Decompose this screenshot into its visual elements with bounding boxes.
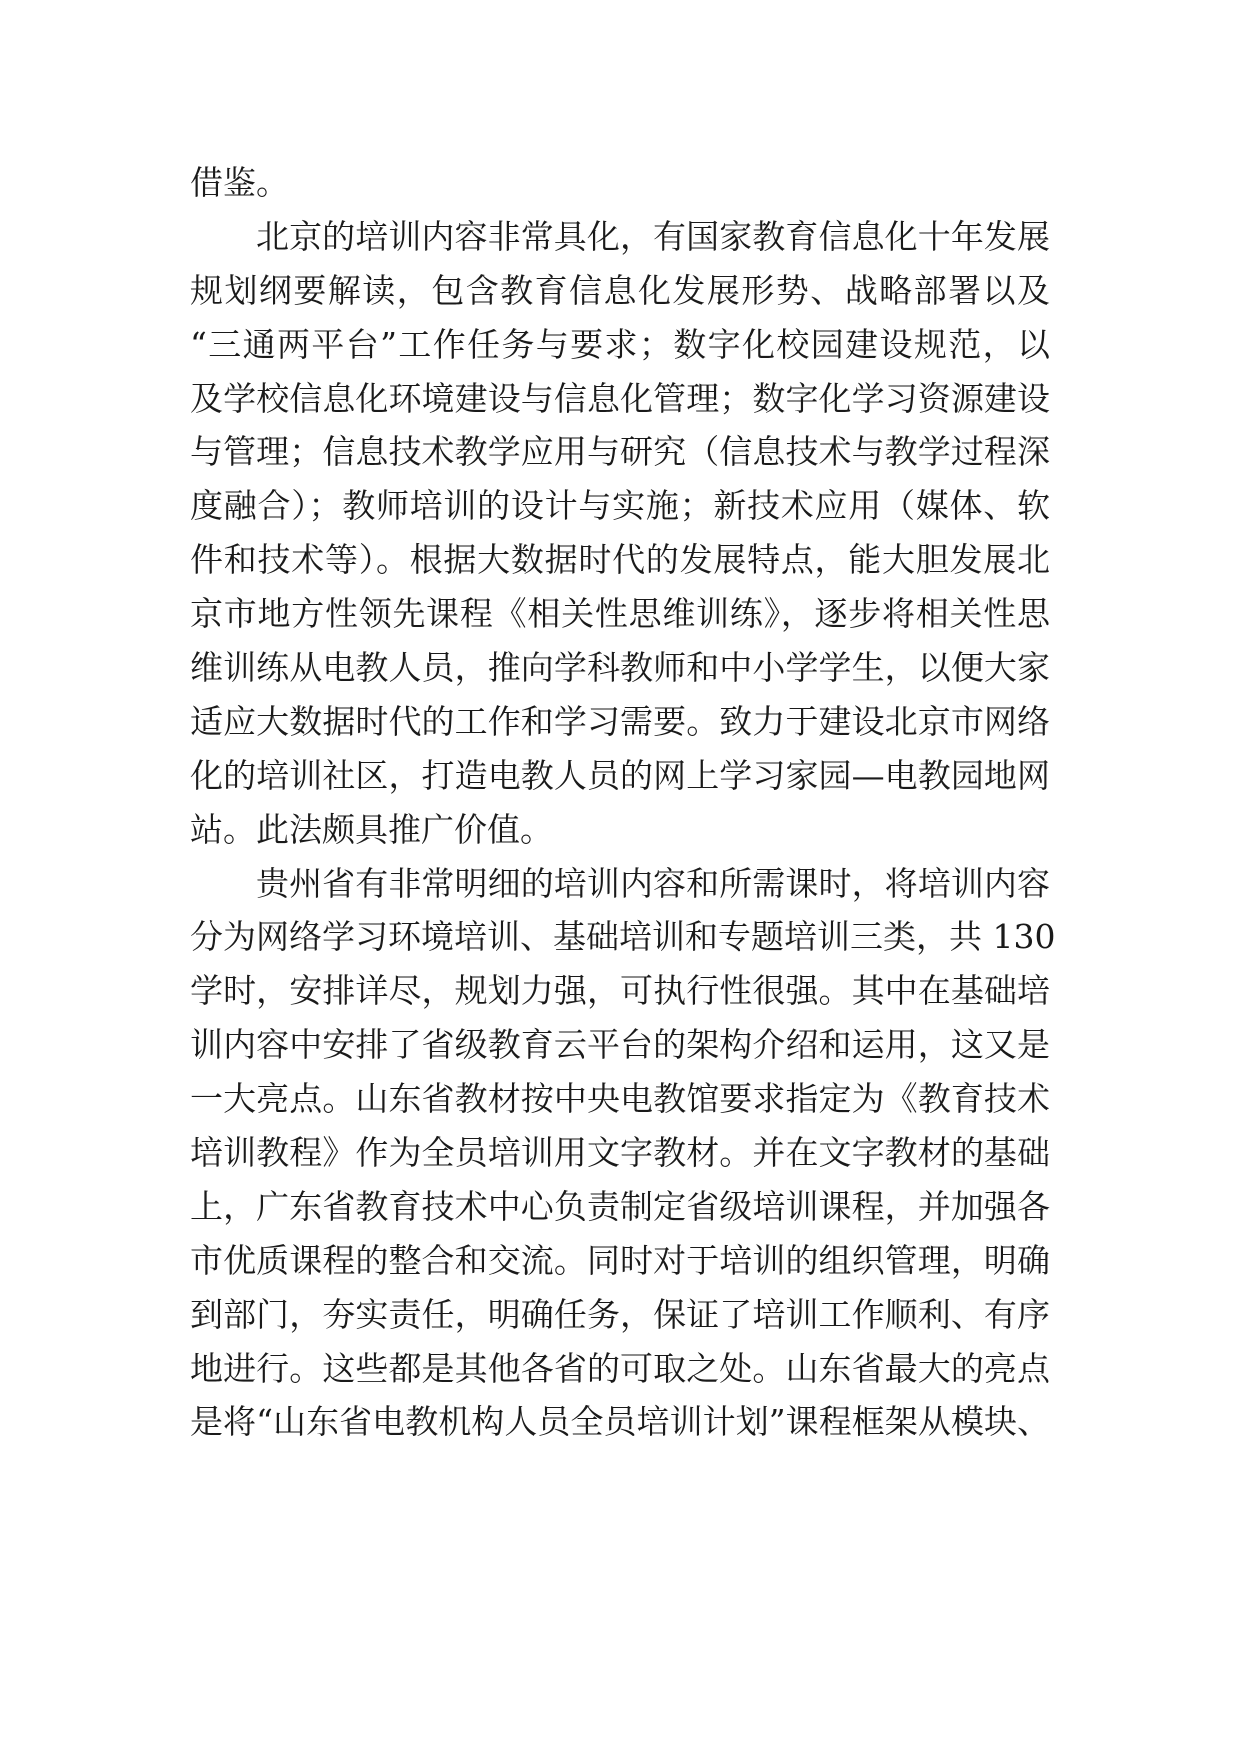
text-line: 学时，安排详尽，规划力强，可执行性很强。其中在基础培 — [190, 971, 1050, 1011]
text-line: 及学校信息化环境建设与信息化管理；数字化学习资源建设 — [190, 378, 1050, 418]
text-line: 站。此法颇具推广价值。 — [190, 809, 553, 849]
text-line: 维训练从电教人员，推向学科教师和中小学学生，以便大家 — [190, 648, 1050, 688]
text-line: “三通两平台”工作任务与要求；数字化校园建设规范，以 — [190, 324, 1050, 364]
text-line: 度融合）；教师培训的设计与实施；新技术应用（媒体、软 — [190, 486, 1050, 526]
text-line: 培训教程》作为全员培训用文字教材。并在文字教材的基础 — [190, 1133, 1050, 1173]
text-line: 市优质课程的整合和交流。同时对于培训的组织管理，明确 — [190, 1240, 1050, 1280]
text-line: 借鉴。 — [190, 163, 289, 202]
text-line: 是将“山东省电教机构人员全员培训计划”课程框架从模块、 — [190, 1402, 1050, 1442]
text-line: 京市地方性领先课程《相关性思维训练》，逐步将相关性思 — [190, 594, 1050, 634]
body-text — [190, 156, 1056, 1449]
text-line: 贵州省有非常明细的培训内容和所需课时，将培训内容 — [256, 863, 1050, 903]
text-line: 地进行。这些都是其他各省的可取之处。山东省最大的亮点 — [190, 1348, 1050, 1388]
text-line: 分为网络学习环境培训、基础培训和专题培训三类，共 130 — [190, 917, 1056, 957]
text-line: 化的培训社区，打造电教人员的网上学习家园—电教园地网 — [190, 755, 1050, 795]
text-line: 北京的培训内容非常具化，有国家教育信息化十年发展 — [256, 216, 1050, 256]
text-line: 上，广东省教育技术中心负责制定省级培训课程，并加强各 — [190, 1186, 1050, 1226]
text-line: 件和技术等）。根据大数据时代的发展特点，能大胆发展北 — [190, 540, 1050, 580]
text-line: 规划纲要解读，包含教育信息化发展形势、战略部署以及 — [190, 270, 1050, 310]
text-line: 到部门，夯实责任，明确任务，保证了培训工作顺利、有序 — [190, 1294, 1050, 1334]
text-line: 训内容中安排了省级教育云平台的架构介绍和运用，这又是 — [190, 1025, 1050, 1065]
text-line: 与管理；信息技术教学应用与研究（信息技术与教学过程深 — [190, 432, 1050, 472]
text-line: 一大亮点。山东省教材按中央电教馆要求指定为《教育技术 — [190, 1079, 1050, 1119]
text-line: 适应大数据时代的工作和学习需要。致力于建设北京市网络 — [190, 701, 1050, 741]
